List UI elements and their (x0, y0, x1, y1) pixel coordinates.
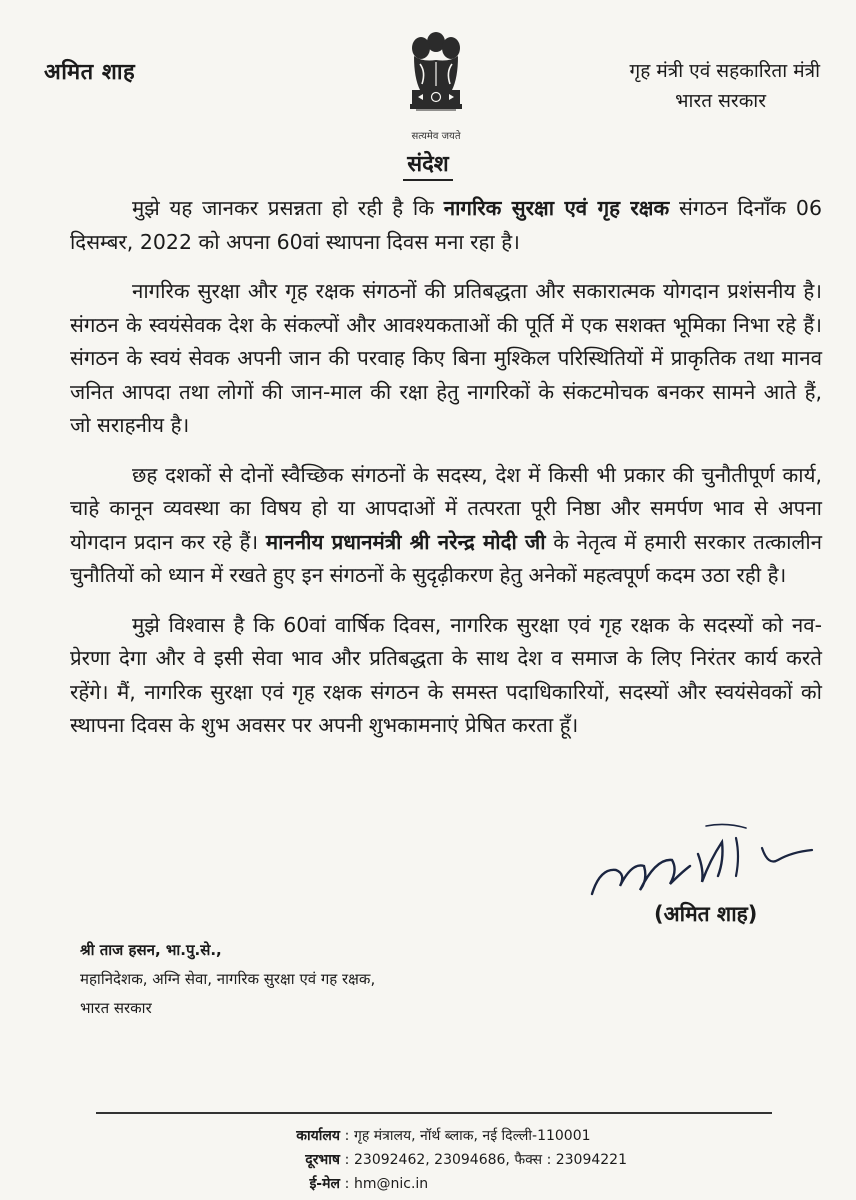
paragraph-4: मुझे विश्वास है कि 60वां वार्षिक दिवस, नागरिक सुरक्षा एवं गृह रक्षक के सदस्यों को नव-प्रेरणा देगा और वे इसी सेवा भाव और प्रतिबद्धता के साथ देश व समाज के लिए निरंतर कार्य करते रहेंगे। मैं, नागरिक सुरक्षा एवं गृह रक्षक संगठन के समस्त पदाधिकारियों, सदस्यों और स्वयंसेवकों को स्थापना दिवस के शुभ अवसर पर अपनी शुभकामनाएं प्रेषित करता हूँ। (70, 612, 822, 737)
designation-government: भारत सरकार (675, 90, 766, 112)
message-heading-text: संदेश (403, 152, 453, 181)
message-body (70, 192, 822, 759)
office-label: कार्यालय (296, 1128, 340, 1144)
paragraph-1-text-a: मुझे यह जानकर प्रसन्नता हो रही है कि (132, 196, 444, 220)
message-heading (0, 148, 856, 178)
national-emblem (396, 28, 476, 148)
separator: : (344, 1152, 350, 1168)
phone-label: दूरभाष (305, 1152, 340, 1168)
recipient-block (80, 936, 375, 1023)
footer-divider (96, 1112, 772, 1114)
designation-title: गृह मंत्री एवं सहकारिता मंत्री (629, 60, 820, 82)
signed-name: (अमित शाह) (654, 902, 758, 926)
separator: : (344, 1176, 350, 1192)
footer-phone-row (258, 1148, 718, 1172)
email-address[interactable]: hm@nic.in (354, 1176, 429, 1192)
footer-office-row (258, 1124, 718, 1148)
email-label: ई-मेल (309, 1176, 340, 1192)
designation-block (520, 56, 820, 116)
recipient-name: श्री ताज हसन, भा.पु.से., (80, 941, 222, 959)
footer-email-row (258, 1172, 718, 1196)
separator: : (344, 1128, 350, 1144)
paragraph-1-bold: नागरिक सुरक्षा एवं गृह रक्षक (443, 196, 670, 220)
phone-numbers: 23092462, 23094686, फैक्स : 23094221 (354, 1152, 627, 1168)
sender-name: अमित शाह (44, 60, 136, 85)
emblem-motto: सत्यमेव जयते (411, 131, 461, 142)
paragraph-1 (70, 192, 822, 259)
recipient-designation: महानिदेशक, अग्नि सेवा, नागरिक सुरक्षा एवं गह रक्षक, (80, 970, 376, 988)
paragraph-3 (70, 459, 822, 593)
paragraph-3-text-a: छह दशकों से दोनों स्वैच्छिक संगठनों के सदस्य, देश में किसी भी प्रकार की चुनौतीपूर्ण कार्य, चाहे कानून व्यवस्था का विषय हो या आपदाओं में तत्परता पूरी निष्ठा और समर्पण भाव से अपना योगदान प्रदान कर रहे हैं। (70, 462, 822, 554)
footer-contact (258, 1124, 718, 1196)
paragraph-3-bold: माननीय प्रधानमंत्री श्री नरेन्द्र मोदी जी (265, 529, 546, 554)
paragraph-1-text-c: संगठन दिनाँक 06 दिसम्बर, 2022 को अपना 60वां स्थापना दिवस मना रहा है। (70, 196, 822, 254)
office-address: गृह मंत्रालय, नॉर्थ ब्लाक, नई दिल्ली-110001 (354, 1128, 591, 1144)
paragraph-2: नागरिक सुरक्षा और गृह रक्षक संगठनों की प्रतिबद्धता और सकारात्मक योगदान प्रशंसनीय है। संगठन के स्वयंसेवक देश के संकल्पों और आवश्यकताओं की पूर्ति में एक सशक्त भूमिका निभा रहे हैं। संगठन के स्वयं सेवक अपनी जान की परवाह किए बिना मुश्किल परिस्थितियों में प्राकृतिक तथा मानव जनित आपदा तथा लोगों की जान-माल की रक्षा हेतु नागरिकों के संकटमोचक बनकर सामने आते हैं, जो सराहनीय है। (70, 279, 822, 437)
recipient-government: भारत सरकार (80, 999, 152, 1017)
ashoka-lion-emblem-icon (404, 28, 468, 128)
paragraph-3-text-c: के नेतृत्व में हमारी सरकार तत्कालीन चुनौतियों को ध्यान में रखते हुए इन संगठनों के सुदृढ़ीकरण हेतु अनेकों महत्वपूर्ण कदम उठा रही है। (70, 529, 823, 587)
handwritten-signature (586, 820, 826, 910)
